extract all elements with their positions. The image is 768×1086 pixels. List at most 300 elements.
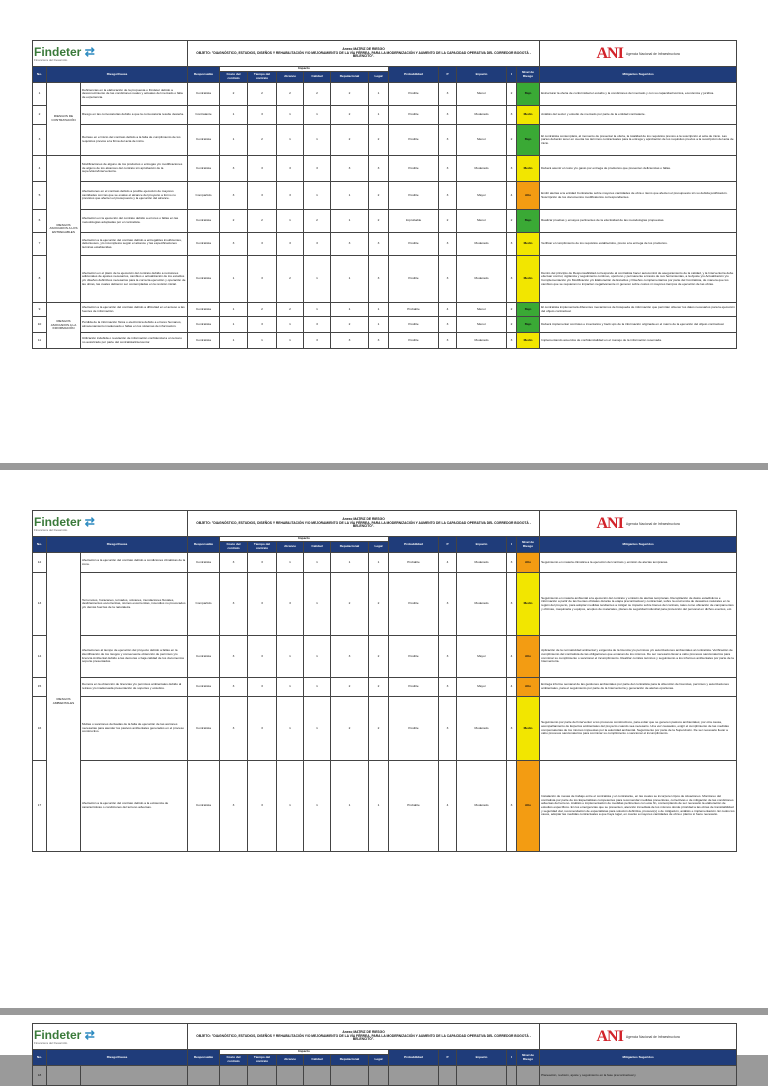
col-alcance: Alcance xyxy=(277,72,304,83)
cell-tiempo: 3 xyxy=(248,761,277,852)
cell-alcance: 2 xyxy=(277,256,304,303)
cell-reputacional: 1 xyxy=(331,182,369,210)
risk-row xyxy=(33,256,737,303)
cell-tiempo xyxy=(248,1066,277,1086)
cell-nivel: Medio xyxy=(517,233,540,256)
cell-legal: 2 xyxy=(369,573,389,636)
cell-probabilidad: Posible xyxy=(389,697,439,761)
cell-tiempo: 2 xyxy=(248,210,277,233)
cell-nivel: Medio xyxy=(517,156,540,182)
risk-row xyxy=(33,333,737,349)
cell-mitigantes: El contratista contemplará, al momento de presentar la oferta, la totalidad de los requisitos previos a la suscripción el acta de inicio. Las partes deberán tener en cuenta los términos contractuales para la entrega y aprobación de los requisitos previos a la suscripción del acta de inicio. xyxy=(540,125,737,156)
findeter-logo: Findeter ⇄ Financiera del Desarrollo xyxy=(34,44,95,62)
cell-responsable xyxy=(188,1066,220,1086)
cell-alcance: 1 xyxy=(277,678,304,697)
cell-p: 3 xyxy=(439,156,457,182)
cell-alcance: 1 xyxy=(277,636,304,678)
cell-probabilidad: Posible xyxy=(389,256,439,303)
cell-probabilidad: Posible xyxy=(389,182,439,210)
cell-no: 2 xyxy=(33,106,47,125)
risk-group-label: RIESGOS ASOCIADOS A LA INFORMACIÓN xyxy=(47,303,81,349)
cell-responsable: Contratista xyxy=(188,553,220,573)
cell-riesgo: Multas o sanciones derivadas de la falta de ejecución de las acciones necesarias para atender los pasivos ambientales generados en el proceso constructivo. xyxy=(81,697,188,761)
cell-calidad: 1 xyxy=(304,697,331,761)
cell-impacto: Menor xyxy=(457,125,507,156)
col-reputacional: Reputacional xyxy=(331,542,369,553)
cell-riesgo: Riesgo en las convocatorias debido a que la convocatoria resulte desierta. xyxy=(81,106,188,125)
cell-no: 6 xyxy=(33,210,47,233)
cell-calidad: 1 xyxy=(304,636,331,678)
cell-no: 9 xyxy=(33,303,47,317)
risk-row xyxy=(33,678,737,697)
cell-alcance: 1 xyxy=(277,317,304,333)
cell-costo: 3 xyxy=(220,678,248,697)
cell-alcance: 1 xyxy=(277,210,304,233)
cell-no: 18 xyxy=(33,1066,47,1086)
col-riesgo: Riesgo/Causa xyxy=(47,537,188,553)
cell-no: 15 xyxy=(33,678,47,697)
cell-responsable: Contratista xyxy=(188,256,220,303)
cell-impacto: Moderado xyxy=(457,156,507,182)
findeter-logo: Findeter ⇄ Financiera del Desarrollo xyxy=(34,1027,95,1045)
cell-p: 4 xyxy=(439,553,457,573)
cell-responsable: Contratista xyxy=(188,636,220,678)
cell-mitigantes: Realizar pruebas y ensayos pertinentes de la efectividad de las metodologías propuestas. xyxy=(540,210,737,233)
header-title-cell xyxy=(188,1024,540,1050)
cell-calidad: 3 xyxy=(304,317,331,333)
col-responsable: Responsable xyxy=(188,1050,220,1066)
cell-alcance: 3 xyxy=(277,156,304,182)
cell-riesgo: Demora en la obtención de licencias y/o permisos ambientales debido al retraso y/o inadecuada presentación de soportes y estudios. xyxy=(81,678,188,697)
cell-p: 3 xyxy=(439,106,457,125)
cell-nivel: Alto xyxy=(517,678,540,697)
cell-legal: 3 xyxy=(369,333,389,349)
cell-impacto: Mayor xyxy=(457,678,507,697)
cell-mitigantes: Seguimiento en materia climática a la ejecución del contrato y emisión de alertas tempranas. xyxy=(540,553,737,573)
cell-impacto: Moderado xyxy=(457,333,507,349)
ani-logo: ANI Agencia Nacional de Infraestructura xyxy=(596,514,680,532)
col-legal: Legal xyxy=(369,1055,389,1066)
cell-mitigantes: Aplicación de la normatividad ambiental y exigencia de la licencia y/o permisos y/o autorizaciones ambientales al contratista. Verificación de cumplimiento del contratista de las obligaciones que emanan de los mismos. De ser necesario llevar a cabo procesos sancionatorios para conminar su cumplimiento o sancionar el incumplimiento. Realizar comités técnicos y seguimiento a los informes ambientales por parte de la Interventoría. xyxy=(540,636,737,678)
col-legal: Legal xyxy=(369,72,389,83)
risk-row xyxy=(33,106,737,125)
cell-costo: 1 xyxy=(220,317,248,333)
risk-row xyxy=(33,317,737,333)
cell-reputacional: 2 xyxy=(331,83,369,106)
risk-row xyxy=(33,553,737,573)
cell-reputacional: 1 xyxy=(331,210,369,233)
cell-tiempo: 3 xyxy=(248,182,277,210)
col-p: P xyxy=(439,67,457,83)
col-reputacional: Reputacional xyxy=(331,1055,369,1066)
cell-alcance: 1 xyxy=(277,761,304,852)
cell-mitigantes: Seguimiento en materia ambiental a la ejecución del contrato y emisión de alertas tempranas. Recopilación de datos estadísticos e información a partir de las fuentes oficiales durante la etapa precontractual y contractual, sobre la ocurrencia de desastres naturales en la región del proyecto, para adoptar medidas tendientes a mitigar su impacto sobre bienes del contrato, tales como ubicación de campamentos y oficinas, maquinaria y equipos, acopios de materiales, planes de seguridad industrial para protección del personal en dichos eventos, etc. xyxy=(540,573,737,636)
cell-p: 3 xyxy=(439,333,457,349)
cell-calidad: 1 xyxy=(304,106,331,125)
cell-mitigantes: Entrega informe semanal de las gestiones ambientales por parte del contratista para la obtención de licencias, permisos y autorizaciones ambientales, para el seguimiento por parte de la Interventoría y generación de alertas oportunas. xyxy=(540,678,737,697)
cell-riesgo: Modificaciones de alguno de los productos o entregas y/o modificaciones de alguno de los alcances del contrato sin aprobación de la supervisión/interventoría. xyxy=(81,156,188,182)
annex-title: Anexo MATRIZ DE RIESGO xyxy=(342,47,385,52)
cell-nivel: Bajo xyxy=(517,317,540,333)
col-reputacional: Reputacional xyxy=(331,72,369,83)
cell-nivel: Medio xyxy=(517,573,540,636)
col-costo: Costo del contrato xyxy=(220,1055,248,1066)
cell-responsable: Compartido xyxy=(188,182,220,210)
cell-i: 3 xyxy=(507,553,517,573)
cell-i: 3 xyxy=(507,761,517,852)
annex-title: Anexo MATRIZ DE RIESGO xyxy=(342,1030,385,1035)
cell-p: 3 xyxy=(439,125,457,156)
cell-legal: 1 xyxy=(369,83,389,106)
ani-logo: ANI Agencia Nacional de Infraestructura xyxy=(596,1027,680,1045)
cell-i: 3 xyxy=(507,333,517,349)
cell-probabilidad: Posible xyxy=(389,636,439,678)
cell-tiempo: 3 xyxy=(248,156,277,182)
cell-i: 3 xyxy=(507,106,517,125)
cell-probabilidad: Posible xyxy=(389,83,439,106)
cell-legal: 3 xyxy=(369,233,389,256)
cell-responsable: Contratista xyxy=(188,233,220,256)
cell-reputacional: 2 xyxy=(331,125,369,156)
cell-i xyxy=(507,1066,517,1086)
cell-alcance: 1 xyxy=(277,125,304,156)
cell-nivel: Alto xyxy=(517,553,540,573)
cell-costo: 3 xyxy=(220,636,248,678)
cell-calidad: 1 xyxy=(304,678,331,697)
col-calidad: Calidad xyxy=(304,542,331,553)
cell-p: 3 xyxy=(439,83,457,106)
cell-no: 12 xyxy=(33,553,47,573)
cell-i: 3 xyxy=(507,256,517,303)
col-no: No. xyxy=(33,1050,47,1066)
col-mitigantes: Mitigantes Sugeridos xyxy=(540,537,737,553)
cell-calidad: 1 xyxy=(304,553,331,573)
cell-i: 2 xyxy=(507,125,517,156)
cell-i: 4 xyxy=(507,678,517,697)
cell-impacto: Menor xyxy=(457,83,507,106)
cell-costo xyxy=(220,1066,248,1086)
cell-reputacional: 3 xyxy=(331,233,369,256)
cell-mitigantes: Análisis del sector y estudio de mercado por parte de la entidad contratante. xyxy=(540,106,737,125)
cell-responsable: Contratista xyxy=(188,697,220,761)
cell-responsable: Contratista xyxy=(188,303,220,317)
cell-riesgo: Afectación a la ejecución del contrato debido a la existencia de características o condiciones del terreno adversas. xyxy=(81,761,188,852)
col-tiempo: Tiempo del contrato xyxy=(248,72,277,83)
cell-mitigantes: Implementando acuerdos de confidencialidad en el manejo de la información reservada. xyxy=(540,333,737,349)
col-p: P xyxy=(439,537,457,553)
cell-costo: 3 xyxy=(220,233,248,256)
cell-p: 3 xyxy=(439,697,457,761)
cell-tiempo: 2 xyxy=(248,303,277,317)
cell-reputacional: 2 xyxy=(331,573,369,636)
cell-tiempo: 1 xyxy=(248,333,277,349)
col-mitigantes: Mitigantes Sugeridos xyxy=(540,67,737,83)
cell-legal: 2 xyxy=(369,182,389,210)
cell-i: 2 xyxy=(507,210,517,233)
cell-legal: 1 xyxy=(369,303,389,317)
cell-tiempo: 3 xyxy=(248,678,277,697)
cell-no: 8 xyxy=(33,256,47,303)
cell-p: 3 xyxy=(439,678,457,697)
cell-i: 4 xyxy=(507,636,517,678)
cell-calidad: 1 xyxy=(304,761,331,852)
risk-matrix-table-2 xyxy=(32,510,737,852)
col-nivel: Nivel de Riesgo xyxy=(517,1050,540,1066)
col-nivel: Nivel de Riesgo xyxy=(517,537,540,553)
cell-nivel: Bajo xyxy=(517,83,540,106)
cell-p: 2 xyxy=(439,210,457,233)
cell-no: 3 xyxy=(33,125,47,156)
risk-row xyxy=(33,210,737,233)
cell-riesgo xyxy=(81,1066,188,1086)
cell-legal: 2 xyxy=(369,125,389,156)
col-p: P xyxy=(439,1050,457,1066)
cell-responsable: Contratista xyxy=(188,83,220,106)
cell-impacto: Menor xyxy=(457,317,507,333)
cell-nivel: Bajo xyxy=(517,210,540,233)
cell-alcance: 1 xyxy=(277,106,304,125)
cell-no: 11 xyxy=(33,333,47,349)
cell-nivel: Alto xyxy=(517,182,540,210)
cell-tiempo: 3 xyxy=(248,233,277,256)
cell-calidad: 3 xyxy=(304,333,331,349)
col-mitigantes: Mitigantes Sugeridos xyxy=(540,1050,737,1066)
cell-no: 4 xyxy=(33,156,47,182)
cell-legal: 2 xyxy=(369,678,389,697)
col-tiempo: Tiempo del contrato xyxy=(248,1055,277,1066)
cell-riesgo: Afectación a la ejecución del contrato debido a entregables insuficientes, defectuosos, y/o incompletos según el alcance y las especificaciones técnicas establecidas. xyxy=(81,233,188,256)
cell-p: 3 xyxy=(439,573,457,636)
cell-legal xyxy=(369,1066,389,1086)
cell-probabilidad: Posible xyxy=(389,333,439,349)
cell-calidad: 1 xyxy=(304,303,331,317)
col-tiempo: Tiempo del contrato xyxy=(248,542,277,553)
cell-reputacional: 2 xyxy=(331,106,369,125)
cell-impacto: Mayor xyxy=(457,636,507,678)
cell-probabilidad: Probable xyxy=(389,761,439,852)
cell-alcance: 3 xyxy=(277,233,304,256)
cell-nivel: Medio xyxy=(517,697,540,761)
cell-nivel: Bajo xyxy=(517,303,540,317)
risk-matrix-table-1 xyxy=(32,40,737,349)
risk-group-label: RIESGOS ASOCIADOS A LOS ENTREGABLES xyxy=(47,156,81,303)
cell-i: 2 xyxy=(507,83,517,106)
cell-reputacional: 3 xyxy=(331,156,369,182)
page-2 xyxy=(0,470,768,1008)
cell-nivel: Medio xyxy=(517,106,540,125)
cell-impacto: Menor xyxy=(457,210,507,233)
cell-calidad: 3 xyxy=(304,156,331,182)
cell-impacto: Moderado xyxy=(457,573,507,636)
cell-mitigantes: Estructurar la oferta de conformidad el estudio y la condiciones del mercado y con su capacidad técnica, económica y jurídica. xyxy=(540,83,737,106)
cell-costo: 1 xyxy=(220,106,248,125)
cell-responsable: Contratista xyxy=(188,317,220,333)
cell-alcance: 2 xyxy=(277,83,304,106)
cell-riesgo: Afectaciones en el contrato debido a posible ejecución de mayores cantidades con las que se evalué el alcance del proyecto a formo no previstos que afecten el presupuesto y la ejecución del alcance. xyxy=(81,182,188,210)
cell-mitigantes: Dentro del principio de Responsabilidad corresponde al contratista hacer autocontrol de aseguramiento de la calidad, y la Interventoría debe efectuar control, vigilancia y seguimiento continuo, oportuno y permanente a través de sus herramientas, a la Ajuste y/o Actualización y/o Complementación y/o Modificación y/o Elaboración de Estudios y Diseños complementarios por parte del Contratista, de manera que los cambios que se requieran no impacten negativamente ni generen sobre costos ni mayores tiempos de ejecución de las obras. xyxy=(540,256,737,303)
cell-calidad: 1 xyxy=(304,125,331,156)
cell-calidad xyxy=(304,1066,331,1086)
cell-riesgo: Afectación a la ejecución del contrato debido a dificultad en el acceso a las fuentes de información. xyxy=(81,303,188,317)
cell-legal: 2 xyxy=(369,697,389,761)
cell-probabilidad: Posible xyxy=(389,573,439,636)
cell-probabilidad: Posible xyxy=(389,317,439,333)
col-i: I xyxy=(507,67,517,83)
cell-calidad: 1 xyxy=(304,182,331,210)
cell-costo: 3 xyxy=(220,182,248,210)
cell-p: 3 xyxy=(439,233,457,256)
col-calidad: Calidad xyxy=(304,72,331,83)
cell-tiempo: 3 xyxy=(248,697,277,761)
cell-p: 4 xyxy=(439,303,457,317)
cell-reputacional: 3 xyxy=(331,636,369,678)
risk-group-label: RIESGOS AMBIENTALES xyxy=(47,553,81,852)
cell-riesgo: Deficiencias en la elaboración de la propuesta o Findeter debido a desconocimiento de las condiciones reales y actuales del mercado o falta de experiencia. xyxy=(81,83,188,106)
cell-alcance: 1 xyxy=(277,697,304,761)
risk-row xyxy=(33,636,737,678)
col-riesgo: Riesgo/Causa xyxy=(47,67,188,83)
cell-tiempo: 2 xyxy=(248,83,277,106)
risk-row xyxy=(33,182,737,210)
cell-reputacional xyxy=(331,1066,369,1086)
cell-nivel: Alto xyxy=(517,761,540,852)
cell-i: 3 xyxy=(507,697,517,761)
cell-legal: 1 xyxy=(369,553,389,573)
risk-group-label: RIESGOS DE CONTRATACIÓN xyxy=(47,83,81,156)
cell-impacto: Moderado xyxy=(457,256,507,303)
cell-reputacional: 1 xyxy=(331,256,369,303)
cell-alcance: 3 xyxy=(277,182,304,210)
cell-mitigantes: Verificar el cumplimiento de los requisitos establecidos, previo a la entrega de los productos. xyxy=(540,233,737,256)
cell-responsable: Contratista xyxy=(188,761,220,852)
cell-calidad: 1 xyxy=(304,256,331,303)
ani-logo-cell xyxy=(540,1024,737,1050)
cell-p xyxy=(439,1066,457,1086)
cell-impacto: Mayor xyxy=(457,182,507,210)
cell-mitigantes: El contratista implementará diferentes mecanismos de búsqueda de información que permitan obtener los datos necesarios para la ejecución del objeto contractual. xyxy=(540,303,737,317)
page-3-viewport xyxy=(0,1008,768,1077)
cell-calidad: 2 xyxy=(304,210,331,233)
findeter-logo: Findeter ⇄ Financiera del Desarrollo xyxy=(34,514,95,532)
header-title-cell xyxy=(188,511,540,537)
objeto-text: OBJETO: "DIAGNÓSTICO, ESTUDIOS, DISEÑOS Y REHABILITACIÓN Y/O MEJORAMIENTO DE LA VÍA FÉRREA, PARA LA MODERNIZACIÓN Y AUMENTO DE LA CAPACIDAD OPERATIVA DEL CORREDOR BOGOTÁ - BELENCITO". xyxy=(196,50,531,59)
col-alcance: Alcance xyxy=(277,542,304,553)
cell-costo: 3 xyxy=(220,553,248,573)
cell-riesgo: Afectación en la ejecución del contrato debido a errores o fallas en las metodologías adoptadas por el contratista. xyxy=(81,210,188,233)
cell-i: 2 xyxy=(507,303,517,317)
col-responsable: Responsable xyxy=(188,67,220,83)
cell-legal: 1 xyxy=(369,106,389,125)
ani-logo-cell xyxy=(540,41,737,67)
page-3-paper xyxy=(0,1015,768,1077)
cell-alcance: 1 xyxy=(277,333,304,349)
col-probabilidad: Probabilidad xyxy=(389,537,439,553)
cell-reputacional: 1 xyxy=(331,761,369,852)
cell-reputacional: 1 xyxy=(331,553,369,573)
cell-impacto: Moderado xyxy=(457,553,507,573)
col-i: I xyxy=(507,1050,517,1066)
cell-costo: 1 xyxy=(220,333,248,349)
cell-p: 3 xyxy=(439,182,457,210)
cell-costo: 3 xyxy=(220,156,248,182)
cell-no: 7 xyxy=(33,233,47,256)
risk-row xyxy=(33,303,737,317)
risk-row xyxy=(33,697,737,761)
col-no: No. xyxy=(33,67,47,83)
cell-calidad: 2 xyxy=(304,83,331,106)
cell-impacto: Moderado xyxy=(457,106,507,125)
annex-title: Anexo MATRIZ DE RIESGO xyxy=(342,517,385,522)
cell-no: 17 xyxy=(33,761,47,852)
cell-impacto xyxy=(457,1066,507,1086)
cell-impacto: Moderado xyxy=(457,761,507,852)
risk-matrix-table-3 xyxy=(32,1023,737,1086)
cell-tiempo: 3 xyxy=(248,636,277,678)
col-costo: Costo del contrato xyxy=(220,542,248,553)
col-no: No. xyxy=(33,537,47,553)
col-impacto-group: Impacto xyxy=(220,67,389,72)
cell-costo: 1 xyxy=(220,125,248,156)
cell-nivel xyxy=(517,1066,540,1086)
objeto-text: OBJETO: "DIAGNÓSTICO, ESTUDIOS, DISEÑOS Y REHABILITACIÓN Y/O MEJORAMIENTO DE LA VÍA FÉRREA, PARA LA MODERNIZACIÓN Y AUMENTO DE LA CAPACIDAD OPERATIVA DEL CORREDOR BOGOTÁ - BELENCITO". xyxy=(196,520,531,529)
col-i: I xyxy=(507,537,517,553)
cell-i: 3 xyxy=(507,156,517,182)
col-impacto: Impacto xyxy=(457,67,507,83)
cell-riesgo: Afectaciones al tiempo de ejecución del proyecto debido a fallas en la identificación de los riesgos y consecuente obtención de permisos y/o licencia Ambiental debido a las demoras o baja calidad de los documentos soporte presentados. xyxy=(81,636,188,678)
cell-legal: 1 xyxy=(369,761,389,852)
col-calidad: Calidad xyxy=(304,1055,331,1066)
cell-responsable: Contratista xyxy=(188,156,220,182)
cell-legal: 1 xyxy=(369,317,389,333)
cell-probabilidad: Probable xyxy=(389,553,439,573)
cell-impacto: Moderado xyxy=(457,697,507,761)
objeto-text: OBJETO: "DIAGNÓSTICO, ESTUDIOS, DISEÑOS Y REHABILITACIÓN Y/O MEJORAMIENTO DE LA VÍA FÉRREA, PARA LA MODERNIZACIÓN Y AUMENTO DE LA CAPACIDAD OPERATIVA DEL CORREDOR BOGOTÁ - BELENCITO". xyxy=(196,1033,531,1042)
cell-alcance xyxy=(277,1066,304,1086)
cell-probabilidad: Posible xyxy=(389,106,439,125)
cell-p: 3 xyxy=(439,256,457,303)
cell-no: 10 xyxy=(33,317,47,333)
risk-row xyxy=(33,233,737,256)
cell-p: 3 xyxy=(439,317,457,333)
ani-logo-cell xyxy=(540,511,737,537)
col-legal: Legal xyxy=(369,542,389,553)
cell-i: 3 xyxy=(507,573,517,636)
cell-riesgo: Afectación a la ejecución del contrato debido a condiciones climáticas de la zona. xyxy=(81,553,188,573)
cell-tiempo: 3 xyxy=(248,573,277,636)
cell-nivel: Bajo xyxy=(517,125,540,156)
risk-matrix-sheet-1 xyxy=(32,40,736,349)
cell-mitigantes: Deberá asumir el costo y/o gasto por entrega de productos que presenten deficiencias o fallas. xyxy=(540,156,737,182)
cell-mitigantes: Instalación de mesas de trabajo entre el contratista y el contratante, en las cuales se incorporen tipos de situaciones. Monitoreo del contratista por parte de los Especialistas competentes para recomendar medidas preventivas, correctivas o de mitigación de las condiciones adversas del terreno. Análisis e implementación de medidas pertinentes con este fin, contemplando de ser necesario la elaboración de estudios específicos. En los emergencias que se presenten, atención inmediata de los mismos donde prioridad a las obras de transitabilidad y seguridad vial, recomendación de especialistas para solución definitiva, proceso(s) o de mitigación, análisis e implementación. En todos los casos, adoptar las medidas contractuales a que haya lugar, en cuanto a mayores cantidades de obra o plazos si fuere necesario. xyxy=(540,761,737,852)
cell-nivel: Alto xyxy=(517,636,540,678)
col-impacto-group: Impacto xyxy=(220,537,389,542)
cell-tiempo: 3 xyxy=(248,317,277,333)
cell-responsable: Contratista xyxy=(188,333,220,349)
col-riesgo: Riesgo/Causa xyxy=(47,1050,188,1066)
cell-costo: 1 xyxy=(220,303,248,317)
col-costo: Costo del contrato xyxy=(220,72,248,83)
cell-probabilidad: Posible xyxy=(389,125,439,156)
cell-probabilidad: Posible xyxy=(389,233,439,256)
risk-row xyxy=(33,156,737,182)
cell-alcance: 2 xyxy=(277,303,304,317)
cell-alcance: 3 xyxy=(277,573,304,636)
cell-no: 14 xyxy=(33,636,47,678)
risk-matrix-sheet-2 xyxy=(32,510,736,852)
header-logo-cell xyxy=(33,1024,188,1050)
cell-legal: 2 xyxy=(369,210,389,233)
col-impacto: Impacto xyxy=(457,537,507,553)
